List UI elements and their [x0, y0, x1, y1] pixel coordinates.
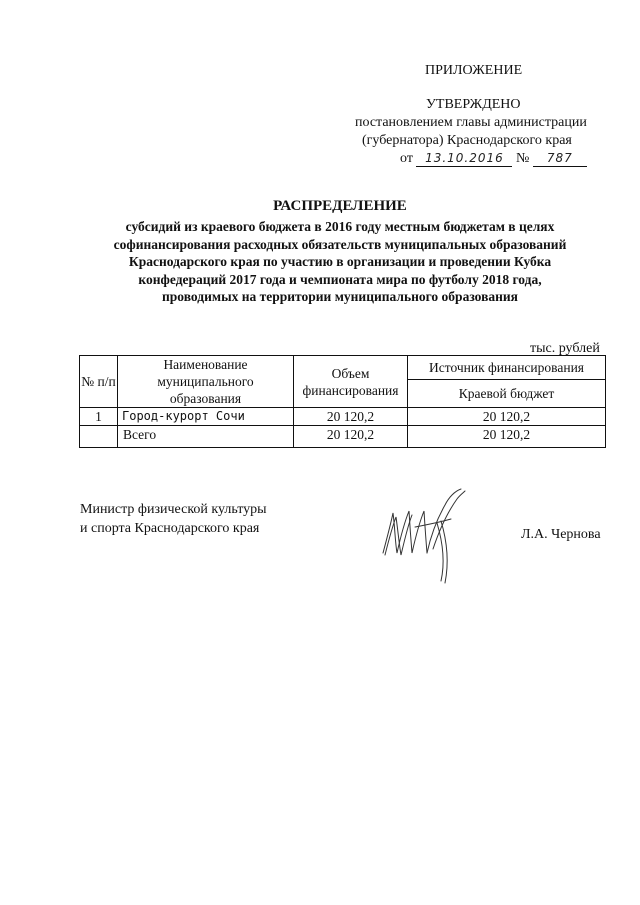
document-title: РАСПРЕДЕЛЕНИЕ — [273, 198, 407, 214]
document-subtitle — [60, 218, 620, 306]
table-header-row — [80, 356, 606, 380]
total-volume: 20 120,2 — [294, 426, 408, 448]
header-volume: Объем финансирования — [294, 356, 408, 408]
number-underline — [533, 151, 587, 167]
header-number: № п/п — [80, 356, 118, 408]
total-label: Всего — [118, 426, 294, 448]
number-prefix: № — [515, 151, 530, 166]
handwritten-signature — [375, 483, 475, 588]
decree-line-2: (губернатора) Краснодарского края — [362, 133, 572, 148]
approved-label: УТВЕРЖДЕНО — [426, 97, 521, 112]
total-regional: 20 120,2 — [408, 426, 606, 448]
cell-name: Город-курорт Сочи — [118, 408, 294, 426]
header-name: Наименование муниципального образования — [118, 356, 294, 408]
signer-name: Л.А. Чернова — [521, 527, 601, 542]
cell-number: 1 — [80, 408, 118, 426]
subtitle-line: проводимых на территории муниципального образования — [162, 289, 518, 304]
header-regional-budget: Краевой бюджет — [408, 380, 606, 408]
units-label: тыс. рублей — [530, 341, 600, 356]
decree-date: 13.10.2016 — [425, 151, 504, 165]
date-underline — [416, 151, 512, 167]
cell-regional: 20 120,2 — [408, 408, 606, 426]
table-total-row — [80, 426, 606, 448]
table-row — [80, 408, 606, 426]
signer-position — [80, 500, 267, 538]
subtitle-line: софинансирования расходных обязательств муниципальных образований — [113, 236, 567, 252]
subtitle-line: конфедераций 2017 года и чемпионата мира по футболу 2018 года, — [138, 271, 542, 287]
cell-empty — [80, 426, 118, 448]
date-prefix: от — [400, 151, 413, 166]
distribution-table — [79, 355, 606, 448]
appendix-label: ПРИЛОЖЕНИЕ — [425, 63, 523, 78]
decree-number: 787 — [546, 151, 573, 165]
decree-date-line — [400, 150, 587, 167]
cell-volume: 20 120,2 — [294, 408, 408, 426]
subtitle-line: Краснодарского края по участию в организации и проведении Кубка — [128, 254, 552, 269]
header-source: Источник финансирования — [408, 356, 606, 380]
signer-position-line: Министр физической культуры — [80, 502, 267, 517]
subtitle-line: субсидий из краевого бюджета в 2016 году местным бюджетам в целях — [125, 219, 555, 234]
signer-position-line: и спорта Краснодарского края — [80, 521, 260, 536]
decree-line-1: постановлением главы администрации — [355, 115, 587, 130]
